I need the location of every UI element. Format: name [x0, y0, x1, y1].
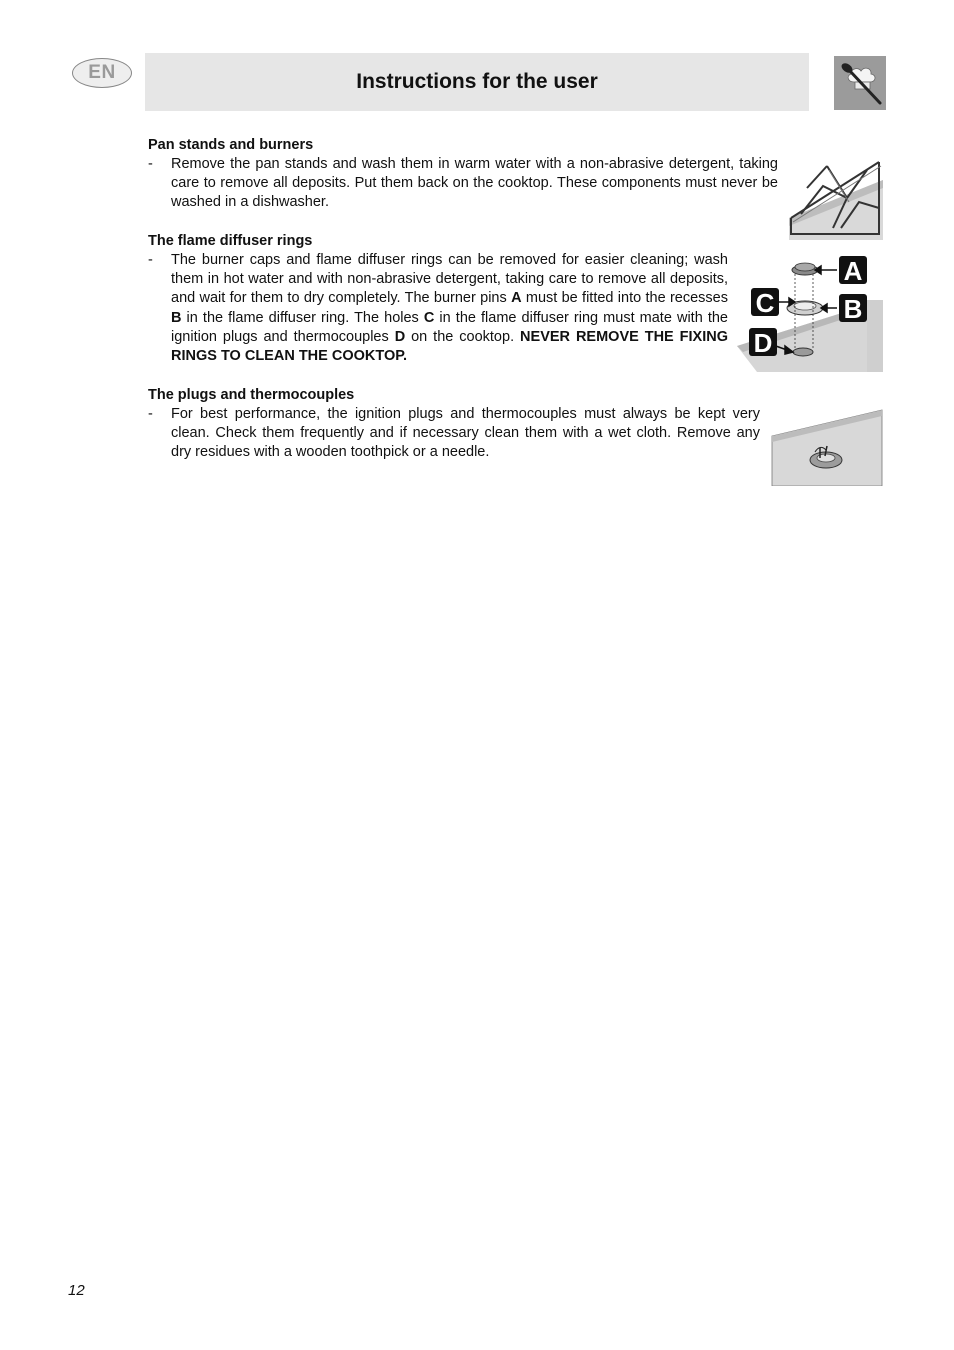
- bullet-dash: -: [148, 406, 153, 422]
- section-title-plugs: The plugs and thermocouples: [148, 387, 355, 403]
- burner-assembly-illustration: [737, 252, 883, 377]
- pan-stand-illustration: [787, 158, 883, 245]
- chef-spoon-icon: [834, 56, 886, 110]
- bullet-label-d: D: [394, 328, 406, 345]
- diagram-label-c: C: [755, 288, 775, 318]
- header-bar: [145, 53, 809, 111]
- bullet-text: in the flame diffuser ring must mate with the ignition plugs and thermocouples: [171, 309, 728, 345]
- bullet-text: The burner caps and flame diffuser rings can be removed for easier cleaning; wash them in hot water and with non-abrasive detergent, taking care to remove all deposits, and wait for them to dry completely. The burner pins: [171, 252, 728, 307]
- language-code: EN: [88, 62, 116, 83]
- diagram-label-d: D: [753, 328, 773, 358]
- diagram-label-a: A: [843, 256, 863, 286]
- section-title-pan-stands: Pan stands and burners: [148, 137, 314, 153]
- bullet-dash: -: [148, 252, 153, 268]
- section-title-flame-diffuser: The flame diffuser rings: [148, 233, 313, 249]
- bullet-plugs: [148, 405, 760, 463]
- bullet-dash: -: [148, 156, 153, 172]
- page-title: Instructions for the user: [356, 70, 598, 93]
- bullet-warning: NEVER REMOVE THE FIXING RINGS TO CLEAN THE COOKTOP.: [171, 328, 729, 365]
- bullet-label-c: C: [423, 309, 435, 326]
- bullet-label-b: B: [171, 309, 182, 326]
- bullet-flame-diffuser: [148, 251, 729, 366]
- bullet-text: For best performance, the ignition plugs and thermocouples must always be kept very clean. Check them frequently and if necessary clean them with a wet cloth. Remove any dry residues with a wooden toothpick or a needle.: [171, 406, 760, 461]
- language-badge: [72, 58, 132, 88]
- bullet-text: on the cooktop.: [405, 328, 521, 345]
- thermocouple-illustration: [770, 408, 883, 491]
- bullet-label-a: A: [511, 290, 522, 307]
- bullet-text: in the flame diffuser ring. The holes: [181, 309, 424, 326]
- bullet-pan-stands: [148, 155, 778, 213]
- page-number: 12: [68, 1282, 85, 1299]
- diagram-label-b: B: [843, 294, 863, 324]
- bullet-text: Remove the pan stands and wash them in warm water with a non-abrasive detergent, taking care to remove all deposits. Put them back on the cooktop. These components must never be washed in a dishwasher.: [171, 156, 778, 211]
- bullet-text: must be fitted into the recesses: [521, 290, 729, 307]
